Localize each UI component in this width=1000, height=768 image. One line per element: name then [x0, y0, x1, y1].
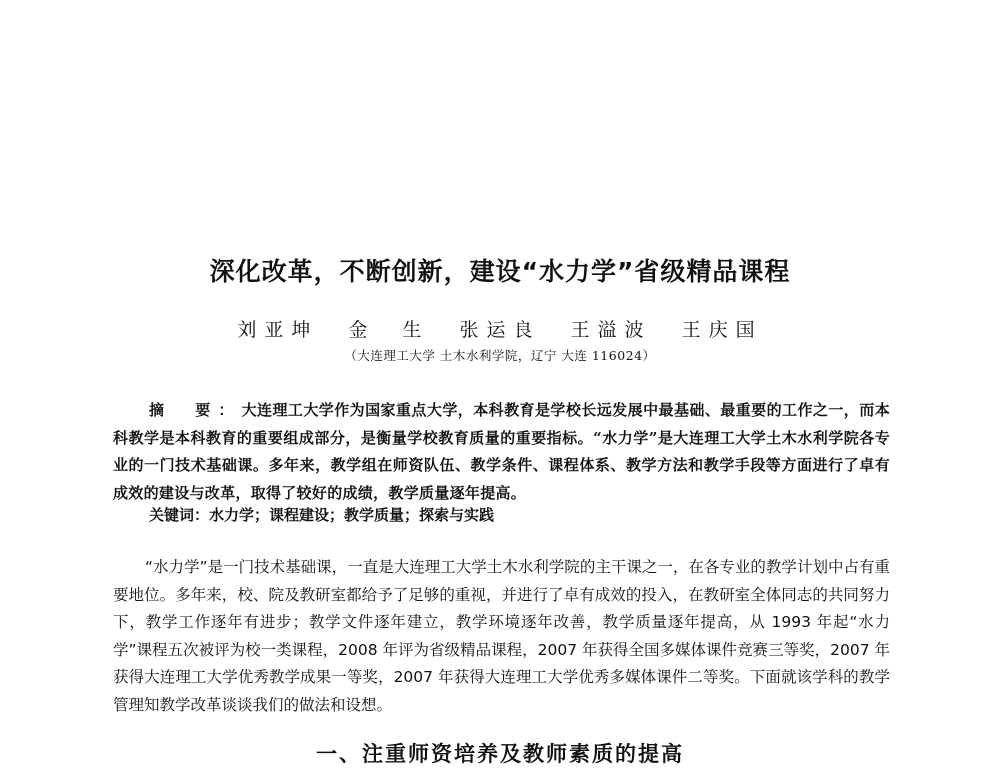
paper-title: 深化改革，不断创新，建设“水力学”省级精品课程 — [209, 257, 791, 286]
keywords-text: 水力学；课程建设；教学质量；探索与实践 — [209, 506, 495, 524]
body-paragraph: “水力学”是一门技术基础课，一直是大连理工大学土木水利学院的主干课之一，在各专业的教学计划中占有重要地位。多年来，校、院及教研室都给予了足够的重视，并进行了卓有成效的投入，在教研室全体同志的共同努力下，教学工作逐年有进步；教学文件逐年建立，教学环境逐年改善，教学质量逐年提高，从 1993 年起“水力学”课程五次被评为校一类课程，2008 年评为省级精品课程，2007 年获得全国多媒体课件竞赛三等奖，2007 年获得大连理工大学优秀教学成果一等奖，2007 年获得大连理工大学优秀多媒体课件二等奖。下面就该学科的教学管理知教学改革谈谈我们的做法和设想。 — [113, 558, 890, 714]
author-name: 王庆国 — [681, 319, 763, 341]
author-name: 王溢波 — [570, 319, 652, 341]
author-name: 张运良 — [459, 319, 541, 341]
keywords — [149, 504, 494, 525]
abstract-label: 摘 要： — [149, 401, 242, 419]
section-heading: 一、注重师资培养及教师素质的提高 — [316, 742, 684, 766]
author-name: 刘亚坤 — [237, 319, 319, 341]
abstract-text: 大连理工大学作为国家重点大学，本科教育是学校长远发展中最基础、最重要的工作之一，而本科教学是本科教育的重要组成部分，是衡量学校教育质量的重要指标。“水力学”是大连理工大学土木水利学院各专业的一门技术基础课。多年来，教学组在师资队伍、教学条件、课程体系、教学方法和教学手段等方面进行了卓有成效的建设与改革，取得了较好的成绩，教学质量逐年提高。 — [113, 401, 890, 502]
author-name: 金 生 — [348, 319, 430, 341]
author-affiliation: （大连理工大学 土木水利学院，辽宁 大连 116024） — [344, 348, 656, 363]
keywords-label: 关键词： — [149, 506, 210, 524]
author-list — [0, 315, 1000, 342]
abstract — [113, 397, 890, 507]
